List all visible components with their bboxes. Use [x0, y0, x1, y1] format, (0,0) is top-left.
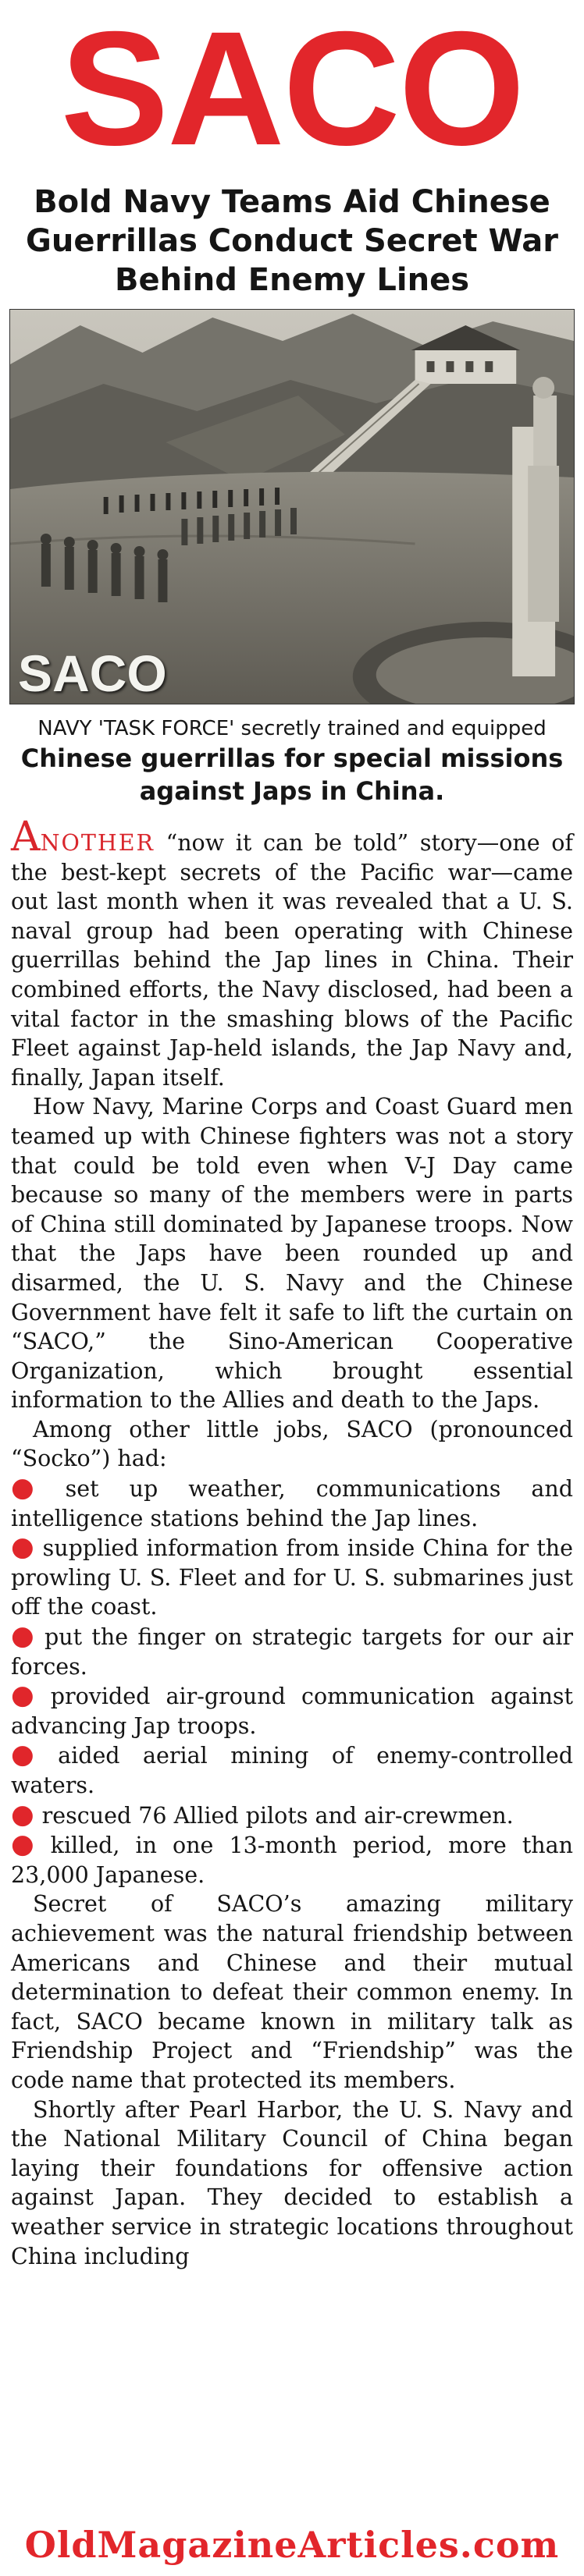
bullet-dot-icon: ●	[11, 1472, 58, 1504]
article-photo	[9, 309, 575, 704]
paragraph-2: How Navy, Marine Corps and Coast Guard men teamed up with Chinese fighters was not a story that could be told even when V-J Day came because so many of the members were in parts of China still dominated by Japanese troops. Now that the Japs have been rounded up and disarmed, the U. S. Navy and the Chinese Government have felt it safe to lift the curtain on “SACO,” the Sino-American Cooperative Organization, which brought essential information to the Allies and death to the Japs.	[11, 1094, 573, 1414]
bullet-dot-icon: ●	[11, 1531, 35, 1563]
bullet-dot-icon: ●	[11, 1620, 37, 1652]
paragraph-1	[11, 814, 573, 1092]
footer-site-link[interactable]: OldMagazineArticles.com	[24, 2524, 560, 2566]
bullet-text: put the finger on strategic targets for our air forces.	[11, 1624, 574, 1680]
bullet-dot-icon: ●	[11, 1680, 43, 1712]
caption-main: Chinese guerrillas for special missions against Japs in China.	[20, 743, 564, 806]
bullet-item	[11, 1622, 573, 1681]
bullet-text: aided aerial mining of enemy-controlled waters.	[11, 1743, 573, 1798]
caption-lead: NAVY 'TASK FORCE' secretly trained and equipped	[37, 717, 547, 740]
headline: Bold Navy Teams Aid Chinese Guerrillas Conduct Secret War Behind Enemy Lines	[26, 184, 558, 298]
photo-overlay-title: SACO	[18, 644, 167, 702]
bullet-item	[11, 1533, 573, 1622]
bullet-dot-icon: ●	[11, 1739, 51, 1771]
paragraph-3: Among other little jobs, SACO (pronounced “Socko”) had:	[11, 1416, 573, 1472]
bullet-item	[11, 1830, 573, 1889]
paragraph-1-text: “now it can be told” story—one of the best-kept secrets of the Pacific war—came out last month when it was revealed that a U. S. naval group had been operating with Chinese guerrillas behind the Jap lines in China. Their combined efforts, the Navy disclosed, had been a vital factor in the smashing blows of the Pacific Fleet against Jap-held islands, the Jap Navy and, finally, Japan itself.	[11, 830, 573, 1091]
bullet-item	[11, 1681, 573, 1740]
bullet-text: killed, in one 13-month period, more than 23,000 Japanese.	[11, 1833, 574, 1888]
bullet-text: rescued 76 Allied pilots and air-crewmen.	[41, 1802, 514, 1829]
masthead-title: SACO	[60, 0, 524, 179]
bullet-text: provided air-ground communication against advancing Jap troops.	[11, 1684, 574, 1739]
bullet-dot-icon: ●	[11, 1798, 34, 1830]
paragraph-4: Secret of SACO’s amazing military achievement was the natural friendship between Americans and Chinese and their mutual determination to defeat their common enemy. In fact, SACO became known in military talk as Friendship Project and “Friendship” was the code name that protected its members.	[11, 1891, 573, 2093]
bullet-text: set up weather, communications and intelligence stations behind the Jap lines.	[11, 1476, 573, 1531]
bullet-text: supplied information from inside China for the prowling U. S. Fleet and for U. S. submarines just off the coast.	[11, 1535, 573, 1620]
article-body	[11, 814, 574, 2271]
bullet-dot-icon: ●	[11, 1829, 43, 1861]
masthead	[0, 0, 584, 178]
bullet-item	[11, 1740, 573, 1800]
bullet-item	[11, 1474, 573, 1533]
paragraph-5: Shortly after Pearl Harbor, the U. S. Navy and the National Military Council of China began laying their foundations for offensive action against Japan. They decided to establish a weather service in strategic locations throughout China including	[11, 2096, 573, 2269]
bullet-item	[11, 1798, 573, 1831]
lead-word: NOTHER	[40, 830, 155, 856]
drop-cap: A	[11, 814, 41, 860]
photo-caption	[9, 715, 575, 807]
